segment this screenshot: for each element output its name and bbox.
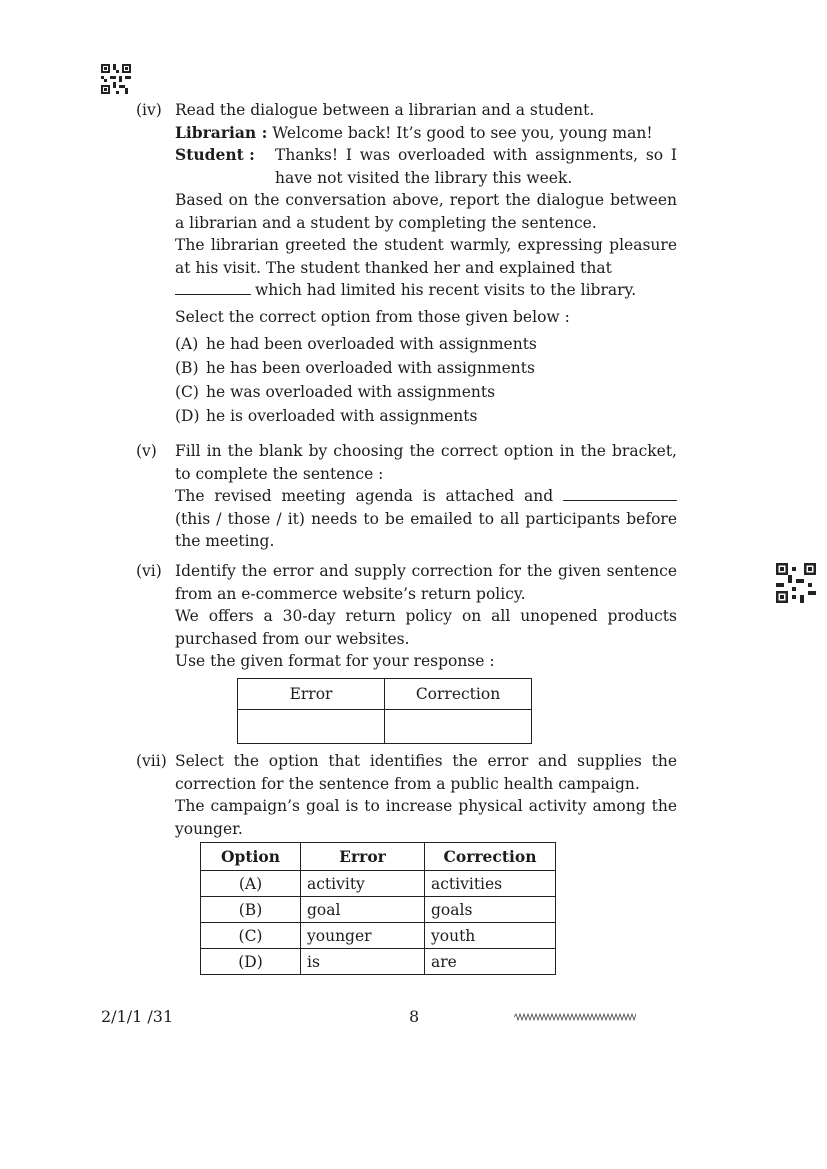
correction-cell: goals bbox=[425, 897, 556, 923]
option-text: he was overloaded with assignments bbox=[206, 383, 496, 401]
correction-cell: youth bbox=[425, 923, 556, 949]
answer-blank bbox=[175, 280, 251, 295]
qr-code-icon bbox=[776, 563, 816, 603]
table-row bbox=[238, 679, 532, 710]
option-text: he is overloaded with assignments bbox=[206, 407, 478, 425]
sentence-start: The librarian greeted the student warmly, expressing pleasure at his visit. The student thanked her and explained that bbox=[175, 236, 677, 277]
option-label: (C) bbox=[175, 383, 199, 401]
empty-cell bbox=[238, 710, 385, 744]
question-sentence: The campaign’s goal is to increase physical activity among the younger. bbox=[175, 797, 677, 838]
option-cell: (D) bbox=[201, 949, 301, 975]
dialogue-line-librarian bbox=[175, 122, 677, 145]
table-row bbox=[201, 923, 556, 949]
option-label: (B) bbox=[175, 359, 199, 377]
option-cell: (B) bbox=[201, 897, 301, 923]
question-instruction: Based on the conversation above, report the dialogue between a librarian and a student by completing the sentence. bbox=[175, 191, 677, 232]
sentence-start: The revised meeting agenda is attached and bbox=[175, 487, 554, 505]
table-header-row bbox=[201, 843, 556, 871]
speaker-label: Librarian : bbox=[175, 122, 268, 142]
correction-cell: activities bbox=[425, 871, 556, 897]
question-intro: Fill in the blank by choosing the correct option in the bracket, to complete the sentence : bbox=[175, 442, 677, 483]
option-cell: (C) bbox=[201, 923, 301, 949]
response-format-table bbox=[237, 678, 532, 744]
options-table bbox=[200, 842, 556, 975]
reported-sentence bbox=[175, 234, 677, 302]
question-vi bbox=[136, 560, 677, 673]
question-sentence: We offers a 30-day return policy on all unopened products purchased from our websites. bbox=[175, 607, 677, 648]
table-row bbox=[238, 710, 532, 744]
dialogue-text: Thanks! I was overloaded with assignments, so I have not visited the library this week. bbox=[275, 146, 677, 187]
fill-sentence bbox=[175, 485, 677, 553]
question-intro: Read the dialogue between a librarian and a student. bbox=[175, 101, 595, 119]
question-number: (vii) bbox=[136, 752, 167, 770]
answer-blank bbox=[563, 486, 677, 501]
question-iv bbox=[136, 99, 677, 428]
question-v bbox=[136, 440, 677, 553]
dialogue-line-student bbox=[175, 144, 677, 189]
table-header-error: Error bbox=[301, 843, 425, 871]
list-item bbox=[175, 356, 677, 380]
page-number: 8 bbox=[409, 1007, 420, 1026]
options-list bbox=[175, 332, 677, 428]
error-cell: is bbox=[301, 949, 425, 975]
empty-cell bbox=[385, 710, 532, 744]
error-cell: activity bbox=[301, 871, 425, 897]
table-row bbox=[201, 949, 556, 975]
table-header-error: Error bbox=[238, 679, 385, 710]
qr-code-icon bbox=[101, 64, 131, 94]
sentence-end: (this / those / it) needs to be emailed to all participants before the meeting. bbox=[175, 509, 677, 550]
list-item bbox=[175, 380, 677, 404]
question-number: (vi) bbox=[136, 562, 162, 580]
option-cell: (A) bbox=[201, 871, 301, 897]
question-intro: Select the option that identifies the error and supplies the correction for the sentence from a public health campaign. bbox=[175, 752, 677, 793]
security-pattern-icon bbox=[514, 1012, 636, 1022]
option-label: (D) bbox=[175, 407, 200, 425]
error-cell: younger bbox=[301, 923, 425, 949]
error-cell: goal bbox=[301, 897, 425, 923]
option-text: he had been overloaded with assignments bbox=[206, 335, 537, 353]
sentence-end: which had limited his recent visits to the library. bbox=[255, 281, 637, 299]
table-header-option: Option bbox=[201, 843, 301, 871]
question-number: (iv) bbox=[136, 101, 162, 119]
dialogue-text: Welcome back! It’s good to see you, young man! bbox=[272, 123, 653, 142]
option-text: he has been overloaded with assignments bbox=[206, 359, 535, 377]
select-instruction: Select the correct option from those given below : bbox=[175, 307, 570, 326]
question-intro: Identify the error and supply correction for the given sentence from an e-commerce website’s return policy. bbox=[175, 562, 677, 603]
format-instruction: Use the given format for your response : bbox=[175, 652, 495, 670]
table-header-correction: Correction bbox=[425, 843, 556, 871]
paper-code: 2/1/1 /31 bbox=[101, 1007, 174, 1026]
table-row bbox=[201, 871, 556, 897]
correction-cell: are bbox=[425, 949, 556, 975]
table-row bbox=[201, 897, 556, 923]
list-item bbox=[175, 404, 677, 428]
option-label: (A) bbox=[175, 335, 199, 353]
speaker-label: Student : bbox=[175, 145, 255, 164]
table-header-correction: Correction bbox=[385, 679, 532, 710]
question-number: (v) bbox=[136, 442, 157, 460]
question-vii bbox=[136, 750, 677, 840]
list-item bbox=[175, 332, 677, 356]
